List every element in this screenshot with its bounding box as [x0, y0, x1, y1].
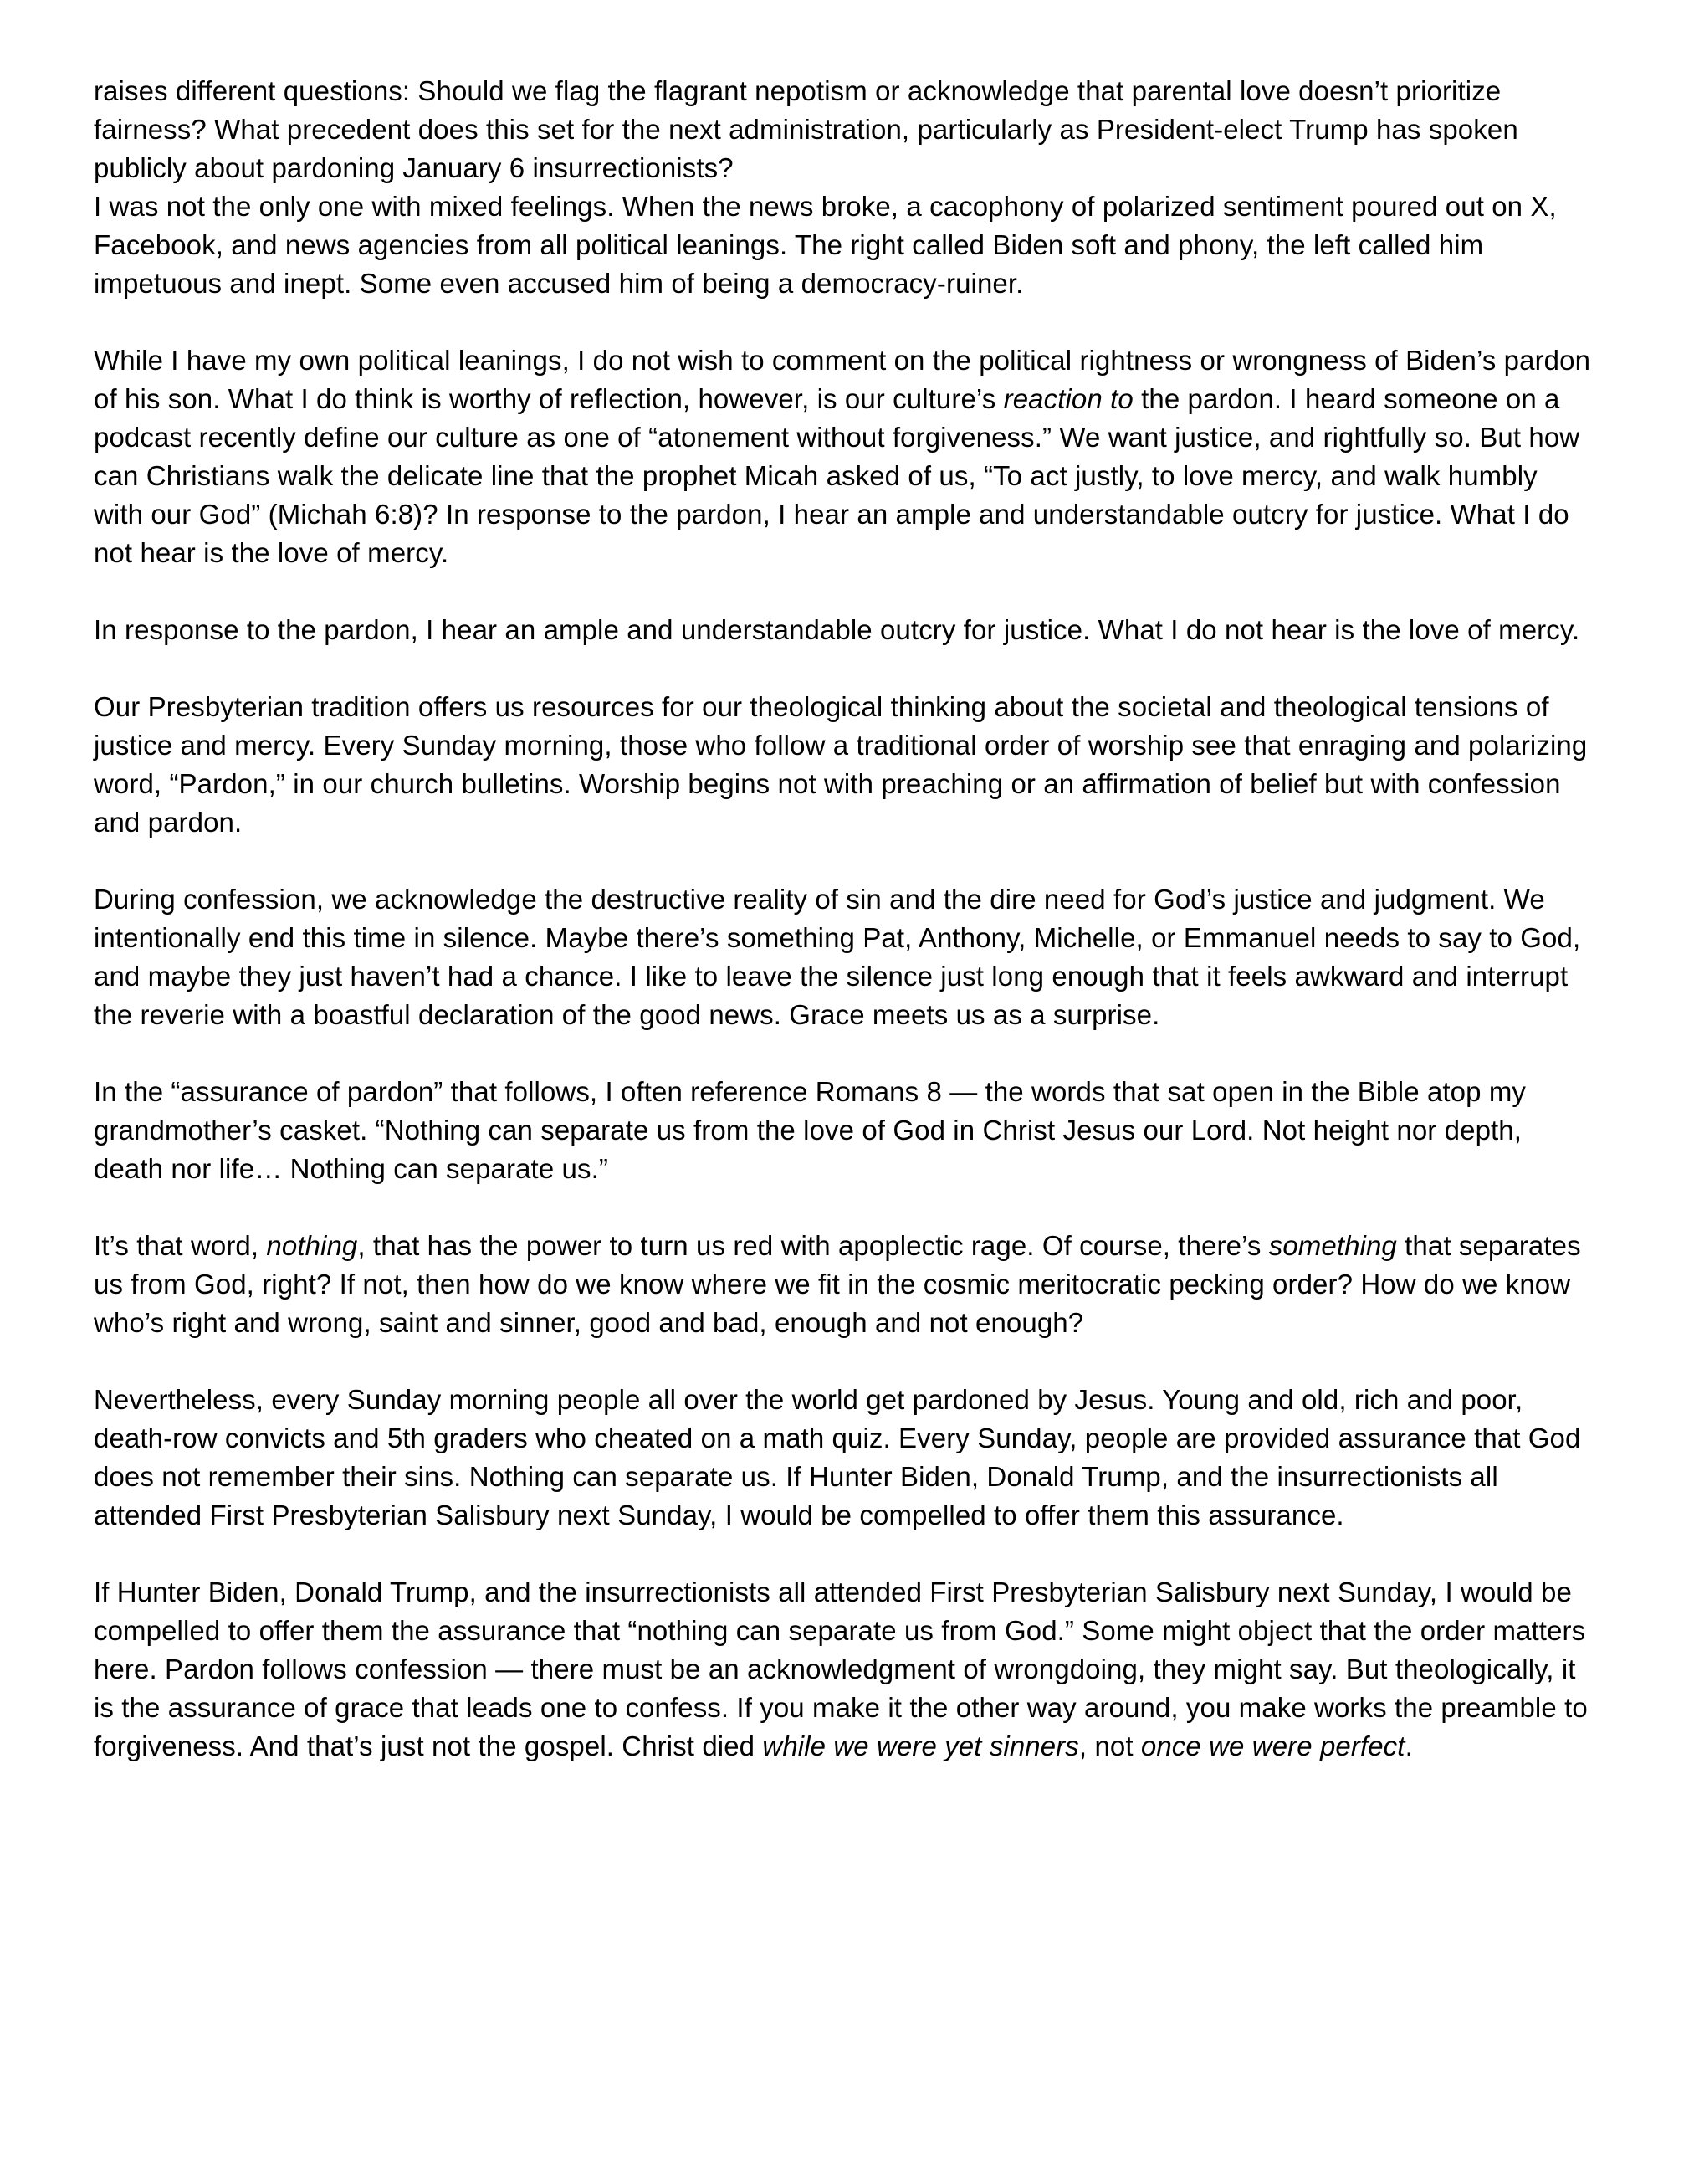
paragraph — [94, 72, 1594, 187]
paragraph — [94, 187, 1594, 303]
text-run: Nevertheless, every Sunday morning people all over the world get pardoned by Jesus. Young and old, rich and poor, death-row convicts and 5th graders who cheated on a math quiz. Every Sunday, people are provided assurance that God does not remember their sins. Nothing can separate us. If Hunter Biden, Donald Trump, and the insurrectionists all attended First Presbyterian Salisbury next Sunday, I would be compelled to offer them this assurance. — [94, 1384, 1581, 1530]
text-run: I was not the only one with mixed feelings. When the news broke, a cacophony of polarized sentiment poured out on X, Facebook, and news agencies from all political leanings. The right called Biden soft and phony, the left called him impetuous and inept. Some even accused him of being a democracy-ruiner. — [94, 191, 1557, 299]
italic-text-run: reaction to — [1003, 383, 1134, 414]
text-run: While I have my own political leanings, I do not wish to comment on the political rightness or wrongness of Biden’s pardon of his son. What I do think is worthy of reflection, however, is our culture’s — [94, 345, 1591, 414]
text-run: the pardon. I heard someone on a podcast recently define our culture as one of “atonement without forgiveness.” We want justice, and rightfully so. But how can Christians walk the delicate line that the prophet Micah asked of us, “To act justly, to love mercy, and walk humbly with our God” (Michah 6:8)? In response to the pardon, I hear an ample and understandable outcry for justice. What I do not hear is the love of mercy. — [94, 383, 1580, 568]
text-run: In the “assurance of pardon” that follows, I often reference Romans 8 — the words that sat open in the Bible atop my grandmother’s casket. “Nothing can separate us from the love of God in Christ Jesus our Lord. Not height nor depth, death nor life… Nothing can separate us.” — [94, 1076, 1527, 1184]
paragraph — [94, 880, 1594, 1034]
paragraph — [94, 341, 1594, 572]
paragraph — [94, 688, 1594, 842]
text-run: Our Presbyterian tradition offers us resources for our theological thinking about the societal and theological tensions of justice and mercy. Every Sunday morning, those who follow a traditional order of worship see that enraging and polarizing word, “Pardon,” in our church bulletins. Worship begins not with preaching or an affirmation of belief but with confession and pardon. — [94, 691, 1588, 838]
document-body — [94, 72, 1594, 1766]
italic-text-run: something — [1268, 1230, 1397, 1261]
text-run: that separates us from God, right? If not, then how do we know where we fit in the cosmic meritocratic pecking order? How do we know who’s right and wrong, saint and sinner, good and bad, enough and not enough? — [94, 1230, 1581, 1338]
paragraph — [94, 611, 1594, 649]
text-run: . — [1405, 1730, 1413, 1761]
text-run: raises different questions: Should we flag the flagrant nepotism or acknowledge that parental love doesn’t prioritize fairness? What precedent does this set for the next administration, particularly as President-elect Trump has spoken publicly about pardoning January 6 insurrectionists? — [94, 75, 1518, 183]
text-run: If Hunter Biden, Donald Trump, and the insurrectionists all attended First Presbyterian Salisbury next Sunday, I would be compelled to offer them the assurance that “nothing can separate us from God.” Some might object that the order matters here. Pardon follows confession — there must be an acknowledgment of wrongdoing, they might say. But theologically, it is the assurance of grace that leads one to confess. If you make it the other way around, you make works the preamble to forgiveness. And that’s just not the gospel. Christ died — [94, 1576, 1588, 1761]
text-run: In response to the pardon, I hear an ample and understandable outcry for justice. What I do not hear is the love of mercy. — [94, 614, 1580, 645]
text-run: , not — [1078, 1730, 1141, 1761]
italic-text-run: while we were yet sinners — [762, 1730, 1079, 1761]
paragraph — [94, 1381, 1594, 1535]
text-run: It’s that word, — [94, 1230, 267, 1261]
italic-text-run: nothing — [266, 1230, 358, 1261]
text-run: During confession, we acknowledge the destructive reality of sin and the dire need for God’s justice and judgment. We intentionally end this time in silence. Maybe there’s something Pat, Anthony, Michelle, or Emmanuel needs to say to God, and maybe they just haven’t had a chance. I like to leave the silence just long enough that it feels awkward and interrupt the reverie with a boastful declaration of the good news. Grace meets us as a surprise. — [94, 884, 1581, 1030]
paragraph — [94, 1073, 1594, 1188]
italic-text-run: once we were perfect — [1140, 1730, 1405, 1761]
paragraph — [94, 1227, 1594, 1342]
text-run: , that has the power to turn us red with apoplectic rage. Of course, there’s — [357, 1230, 1269, 1261]
paragraph — [94, 1573, 1594, 1766]
